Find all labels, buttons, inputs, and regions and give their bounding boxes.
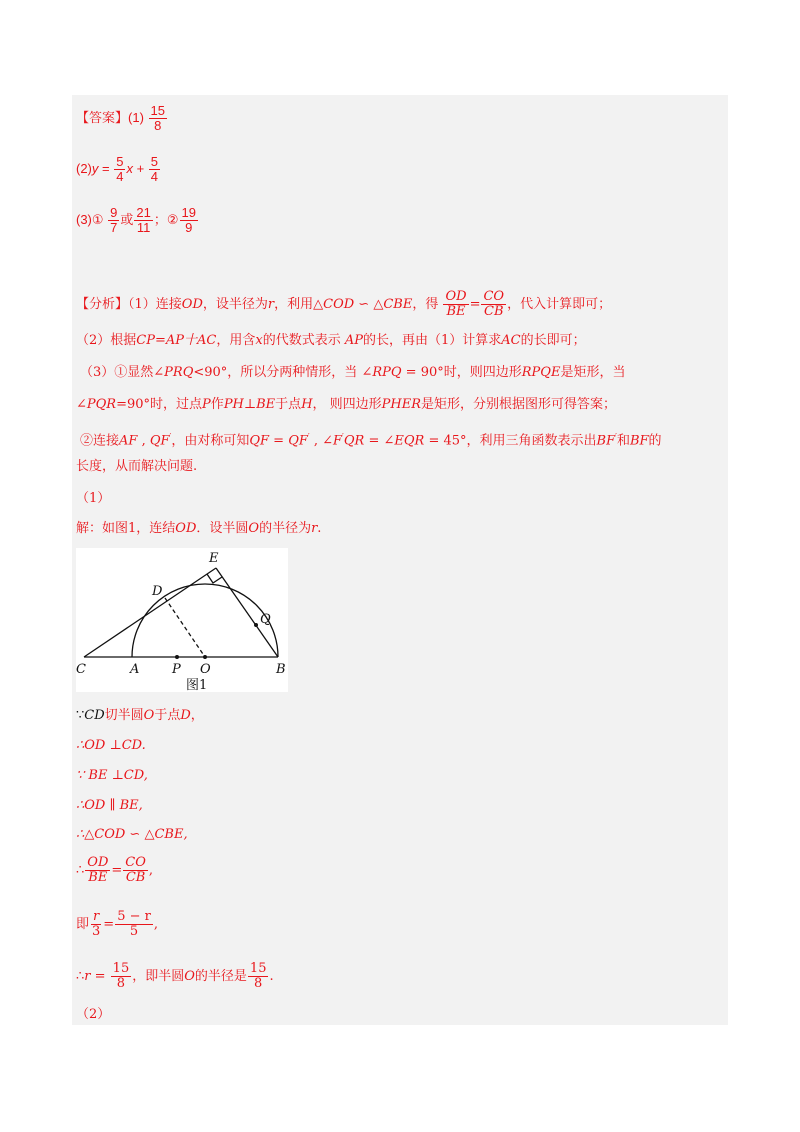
label-e: E	[209, 551, 219, 566]
point-o	[203, 655, 207, 659]
step-6: ∴ $\frac{OD}{BE}$ = $\frac{CO}{CB}$ ,	[76, 855, 154, 885]
fraction: $\frac{5}{4}$	[150, 154, 159, 184]
answer-part3: (3)① $\frac{9}{7}$ 或 $\frac{21}{11}$ ；② $\frac{19}{9}$	[76, 205, 197, 235]
step-7: 即 $\frac{r}{3}$ = $\frac{5 - r}{5}$ ,	[76, 909, 158, 939]
label-q: Q	[260, 612, 271, 627]
point-p	[175, 655, 179, 659]
fraction: $\frac{9}{7}$	[110, 205, 118, 235]
step-8: ∴r = $\frac{15}{8}$ ，即半圆O的半径是 $\frac{15}{8}$ .	[76, 961, 274, 991]
label-a: A	[130, 662, 140, 677]
solution-part2-label: （2）	[76, 1007, 111, 1022]
fraction: $\frac{OD}{BE}$	[87, 855, 109, 885]
fraction: $\frac{15}{8}$	[249, 961, 267, 991]
solution-part1-label: （1）	[76, 491, 111, 506]
analysis-line-2: （2）根据CP=AP十AC，用含x的代数式表示 AP的长，再由（1）计算求AC的长即可；	[76, 333, 586, 348]
right-angle-mark	[207, 574, 222, 583]
step-4: ∴OD ∥ BE,	[76, 798, 143, 813]
step-3: ∵ BE ⊥CD,	[76, 768, 148, 783]
line-ce	[84, 568, 216, 657]
step-2: ∴OD ⊥CD.	[76, 738, 146, 753]
fraction: $\frac{5}{4}$	[116, 154, 124, 184]
answer-part2: (2)y = $\frac{5}{4}$ x + $\frac{5}{4}$	[76, 154, 159, 184]
fraction: $\frac{19}{9}$	[181, 205, 197, 235]
analysis-line-6: 长度，从而解决问题.	[76, 459, 198, 474]
label-b: B	[276, 662, 286, 677]
analysis-line-5: ②连接AF , QF′，由对称可知QF = QF′ , ∠F′QR = ∠EQR = 45°，利用三角函数表示出BF′和BF的	[80, 432, 662, 449]
line-od-dashed	[165, 598, 205, 657]
fraction: $\frac{CO}{CB}$	[125, 855, 146, 885]
analysis-line-3: （3）①显然∠PRQ<90°，所以分两种情形，当 ∠RPQ = 90°时，则四边形RPQE是矩形，当	[80, 365, 626, 380]
label-c: C	[76, 662, 86, 677]
answer-part1: 【答案】(1) $\frac{15}{8}$	[76, 103, 165, 133]
geometry-figure	[76, 548, 288, 692]
point-q	[254, 623, 258, 627]
step-5: ∴△COD ∽ △CBE,	[76, 827, 188, 842]
step-1: ∵CD切半圆O于点D，	[76, 708, 204, 723]
fraction: $\frac{15}{8}$	[150, 103, 165, 133]
fraction: $\frac{21}{11}$	[136, 205, 151, 235]
analysis-line-1: 【分析】（1）连接OD，设半径为r，利用△COD ∽ △CBE，得 $\frac{OD}{BE}$ = $\frac{CO}{CB}$ ，代入计算即可；	[76, 289, 612, 319]
answer-tag: 【答案】	[76, 109, 129, 125]
label-d: D	[152, 584, 163, 599]
analysis-line-4: ∠PQR=90°时，过点P作PH⊥BE于点H， 则四边形PHER是矩形，分别根据图形可得答案；	[76, 397, 617, 412]
fraction: $\frac{CO}{CB}$	[483, 289, 505, 319]
analysis-tag: 【分析】	[76, 296, 129, 311]
fraction: $\frac{15}{8}$	[112, 961, 130, 991]
fraction: $\frac{5 - r}{5}$	[117, 909, 151, 939]
label-o: O	[200, 662, 211, 677]
fraction: $\frac{r}{3}$	[92, 909, 101, 939]
figure-svg	[76, 548, 288, 692]
figure-caption: 图1	[186, 678, 208, 692]
fraction: $\frac{OD}{BE}$	[445, 289, 467, 319]
label-p: P	[172, 662, 181, 677]
solution-intro: 解：如图1，连结OD．设半圆O的半径为r.	[76, 521, 322, 536]
